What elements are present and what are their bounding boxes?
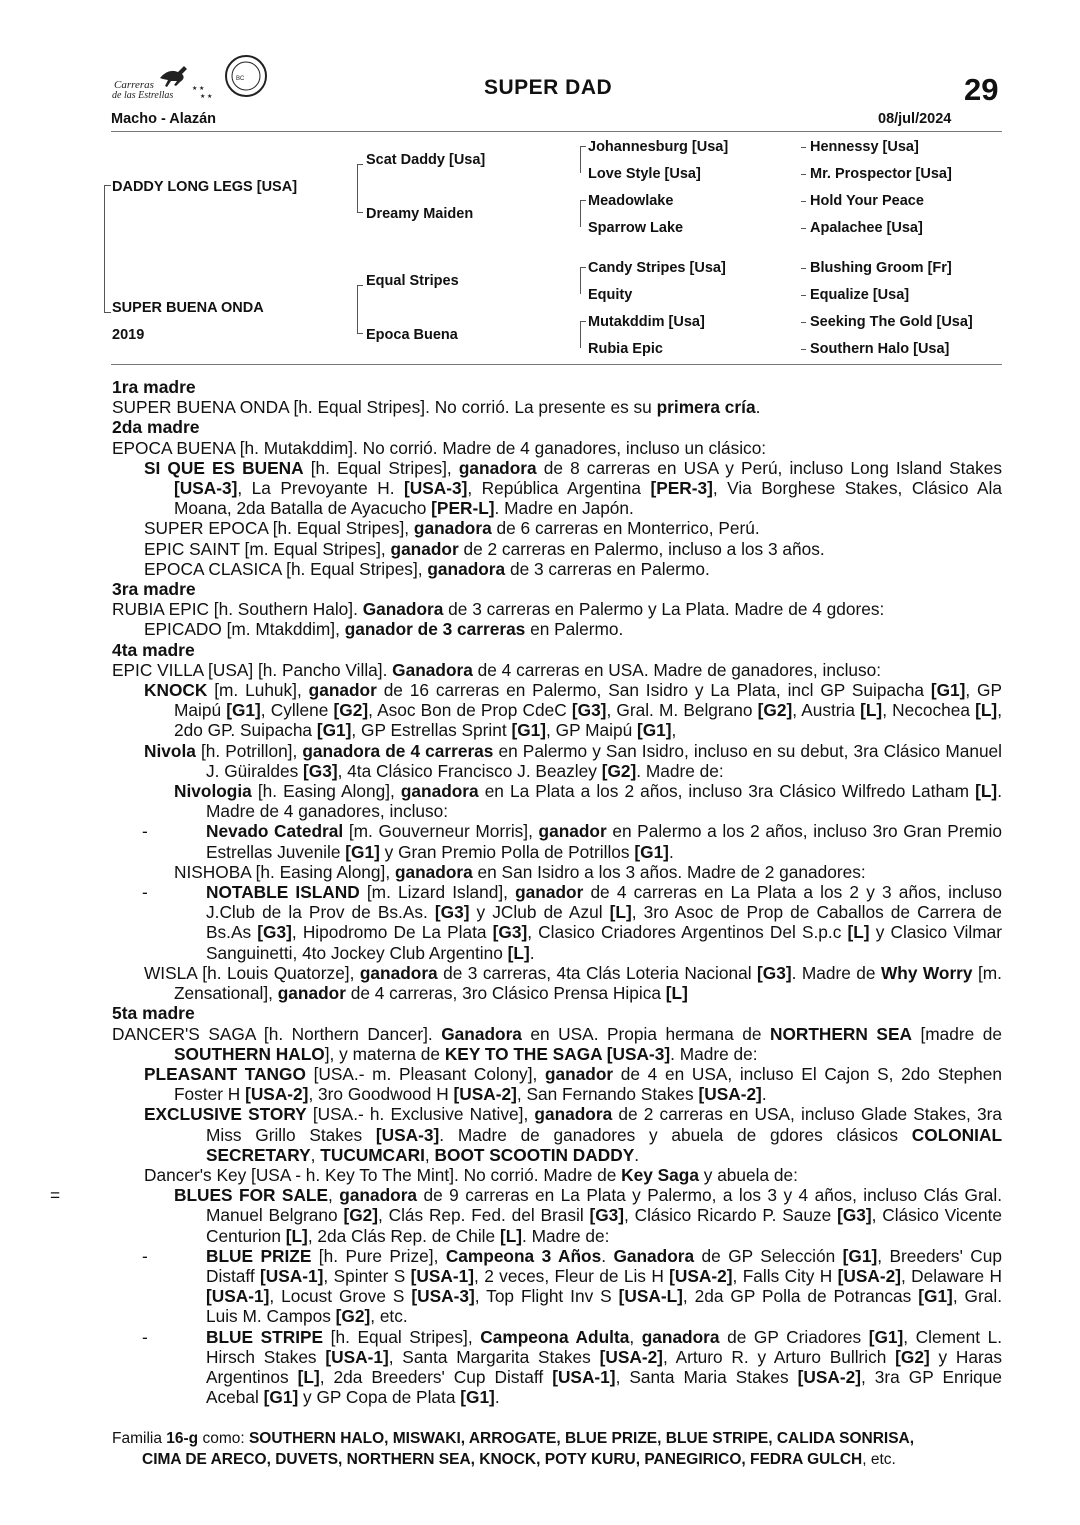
pedigree-gen3: Sparrow Lake [588, 220, 684, 236]
produce-entry: = BLUES FOR SALE, ganadora de 9 carreras en La Plata y Palermo, a los 3 y 4 años, incluso Clás Gral. Manuel Belgrano [G2], Clás Rep. Fed. del Brasil [G3], Clásico Ricardo P. Sauze [G3], Clásico Vicente Centurion [L], 2da Clás Rep. de Chile [L]. Madre de: [50, 1185, 1002, 1246]
pedigree-gen2: Dreamy Maiden [366, 206, 474, 222]
svg-text:★ ★: ★ ★ [200, 94, 213, 100]
pedigree-gen3: Rubia Epic [588, 341, 663, 357]
header-rule [111, 131, 1002, 132]
paragraph: DANCER'S SAGA [h. Northern Dancer]. Ganadora en USA. Propia hermana de NORTHERN SEA [madre de SOUTHERN HALO], y materna de KEY TO THE SAGA [USA-3]. Madre de: [112, 1023, 1002, 1064]
produce-entry: PLEASANT TANGO [USA.- m. Pleasant Colony], ganador de 4 en USA, incluso El Cajon S, 2do Stephen Foster H [USA-2], 3ro Goodwood H [USA-2], San Fernando Stakes [USA-2]. [144, 1063, 1002, 1105]
gen2-bracket [357, 311, 363, 334]
produce-entry: - BLUE STRIPE [h. Equal Stripes], Campeona Adulta, ganadora de GP Criadores [G1], Clement L. Hirsch Stakes [USA-1], Santa Margarita Stakes [USA-2], Arturo R. y Arturo Bullrich [G2] y Haras Argentinos [L], 2da Breeders' Cup Distaff [USA-1], Santa Maria Stakes [USA-2], 3ra GP Enrique Acebal [G1] y GP Copa de Plata [G1]. [142, 1326, 1003, 1408]
pedigree-sire: DADDY LONG LEGS [USA] [112, 179, 298, 195]
gen3-bracket [580, 267, 586, 294]
pedigree-gen2: Equal Stripes [366, 273, 459, 289]
gen4-dash [801, 228, 806, 229]
section-heading: 1ra madre [112, 377, 196, 397]
family-line: CIMA DE ARECO, DUVETS, NORTHERN SEA, KNOCK, POTY KURU, PANEGIRICO, FEDRA GULCH, etc. [142, 1451, 896, 1468]
pedigree-gen2: Epoca Buena [366, 327, 458, 343]
produce-entry: - Nevado Catedral [m. Gouverneur Morris], ganador en Palermo a los 2 años, incluso 3ro Gran Premio Estrellas Juvenile [G1] y Gran Premio Polla de Potrillos [G1]. [142, 821, 1002, 862]
pedigree-gen4: Apalachee [Usa] [810, 220, 923, 236]
gen4-dash [801, 295, 806, 296]
gen3-bracket [580, 146, 586, 173]
produce-entry: EXCLUSIVE STORY [USA.- h. Exclusive Native], ganadora de 2 carreras en USA, incluso Glade Stakes, 3ra Miss Grillo Stakes [USA-3]. Madre de ganadores y abuela de gdores clásicos COLONIAL SECRETARY, TUCUMCARI, BOOT SCOOTIN DADDY. [144, 1104, 1003, 1165]
produce-entry: KNOCK [m. Luhuk], ganador de 16 carreras en Palermo, San Isidro y La Plata, incl GP Suipacha [G1], GP Maipú [G1], Cyllene [G2], Asoc Bon de Prop CdeC [G3], Gral. M. Belgrano [G2], Austria [L], Necochea [L], 2do GP. Suipacha [G1], GP Estrellas Sprint [G1], GP Maipú [G1], [144, 680, 1003, 741]
gen4-dash [801, 201, 806, 202]
produce-entry: EPIC SAINT [m. Equal Stripes], ganador de 2 carreras en Palermo, incluso a los 3 años. [144, 538, 825, 559]
produce-entry: EPICADO [m. Mtakddim], ganador de 3 carreras en Palermo. [144, 619, 624, 640]
pedigree-rule [111, 364, 1002, 365]
gen4-dash [801, 349, 806, 350]
sex-color: Macho - Alazán [111, 111, 217, 127]
pedigree-gen4: Hennessy [Usa] [810, 139, 919, 155]
pedigree-gen3: Candy Stripes [Usa] [588, 260, 726, 276]
family-line: Familia 16-g como: SOUTHERN HALO, MISWAKI, ARROGATE, BLUE PRIZE, BLUE STRIPE, CALIDA SONRISA, [112, 1430, 915, 1447]
paragraph: EPOCA BUENA [h. Mutakddim]. No corrió. Madre de 4 ganadores, incluso un clásico: [112, 437, 767, 458]
pedigree-gen4: Southern Halo [Usa] [810, 341, 950, 357]
produce-entry: Nivologia [h. Easing Along], ganadora en La Plata a los 2 años, incluso 3ra Clásico Wilfredo Latham [L]. Madre de 4 ganadores, incluso: [174, 781, 1002, 822]
paragraph: RUBIA EPIC [h. Southern Halo]. Ganadora de 3 carreras en Palermo y La Plata. Madre de 4 gdores: [112, 599, 885, 620]
catalog-date: 08/jul/2024 [878, 111, 952, 127]
pedigree-gen3: Love Style [Usa] [588, 166, 701, 182]
pedigree-gen3: Meadowlake [588, 193, 674, 209]
paragraph: EPIC VILLA [USA] [h. Pancho Villa]. Ganadora de 4 carreras en USA. Madre de ganadores, incluso: [112, 659, 882, 680]
produce-entry: Dancer's Key [USA - h. Key To The Mint]. No corrió. Madre de Key Saga y abuela de: [144, 1164, 798, 1185]
pedigree-year: 2019 [112, 327, 145, 343]
gen2-bracket [357, 190, 363, 213]
section-heading: 2da madre [112, 417, 200, 438]
produce-entry: EPOCA CLASICA [h. Equal Stripes], ganadora de 3 carreras en Palermo. [144, 558, 710, 579]
pedigree-gen4: Blushing Groom [Fr] [810, 260, 952, 276]
pedigree-dam: SUPER BUENA ONDA [112, 300, 264, 316]
produce-entry: SI QUE ES BUENA [h. Equal Stripes], ganadora de 8 carreras en USA y Perú, incluso Long Island Stakes [USA-3], La Prevoyante H. [USA-3], República Argentina [PER-3], Via Borghese Stakes, Clásico Ala Moana, 2da Batalla de Ayacucho [PER-L]. Madre en Japón. [144, 457, 1002, 519]
page-number: 29 [964, 72, 999, 107]
produce-entry: WISLA [h. Louis Quatorze], ganadora de 3 carreras, 4ta Clás Loteria Nacional [G3]. Madre de Why Worry [m. Zensational], ganador de 4 carreras, 3ro Clásico Prensa Hipica [L] [144, 962, 1002, 1004]
section-heading: 5ta madre [112, 1003, 195, 1024]
horse-name: SUPER DAD [484, 76, 613, 99]
produce-entry: NISHOBA [h. Easing Along], ganadora en San Isidro a los 3 años. Madre de 2 ganadores: [174, 861, 866, 882]
paragraph: SUPER BUENA ONDA [h. Equal Stripes]. No corrió. La presente es su primera cría. [112, 397, 761, 418]
gen4-dash [801, 147, 806, 148]
svg-text:★ ★: ★ ★ [192, 86, 205, 92]
pedigree-gen2: Scat Daddy [Usa] [366, 152, 486, 168]
gen3-bracket [580, 200, 586, 227]
carreras-logo [112, 50, 272, 104]
pedigree-gen4: Hold Your Peace [810, 193, 924, 209]
produce-entry: Nivola [h. Potrillon], ganadora de 4 carreras en Palermo y San Isidro, incluso en su debut, 3ra Clásico Manuel J. Güiraldes [G3], 4ta Clásico Francisco J. Beazley [G2]. Madre de: [144, 740, 1003, 781]
dam-bracket [104, 250, 111, 313]
svg-text:BC: BC [236, 76, 245, 82]
gen4-dash [801, 268, 806, 269]
dam-line-text [50, 377, 1003, 1408]
svg-text:de las Estrellas: de las Estrellas [112, 90, 174, 101]
gen3-bracket [580, 321, 586, 348]
pedigree-gen3: Equity [588, 287, 633, 303]
svg-text:Carreras: Carreras [114, 79, 154, 91]
pedigree-gen3: Johannesburg [Usa] [588, 139, 729, 155]
family-footer [112, 1428, 1002, 1470]
pedigree-gen3: Mutakddim [Usa] [588, 314, 705, 330]
section-heading: 4ta madre [112, 639, 195, 660]
pedigree-gen4: Seeking The Gold [Usa] [810, 314, 973, 330]
produce-entry: - BLUE PRIZE [h. Pure Prize], Campeona 3 Años. Ganadora de GP Selección [G1], Breeders' Cup Distaff [USA-1], Spinter S [USA-1], 2 veces, Fleur de Lis H [USA-2], Falls City H [USA-2], Delaware H [USA-1], Locust Grove S [USA-3], Top Flight Inv S [USA-L], 2da GP Polla de Potrancas [G1], Gral. Luis M. Campos [G2], etc. [142, 1245, 1003, 1327]
produce-entry: SUPER EPOCA [h. Equal Stripes], ganadora de 6 carreras en Monterrico, Perú. [144, 518, 760, 539]
produce-entry: - NOTABLE ISLAND [m. Lizard Island], ganador de 4 carreras en La Plata a los 2 y 3 años, incluso J.Club de la Prov de Bs.As. [G3] y JClub de Azul [L], 3ro Asoc de Prop de Caballos de Carrera de Bs.As [G3], Hipodromo De La Plata [G3], Clasico Criadores Argentinos Del S.p.c [L] y Clasico Vilmar Sanguinetti, 4to Jockey Club Argentino [L]. [142, 882, 1003, 963]
gen4-dash [801, 174, 806, 175]
section-heading: 3ra madre [112, 579, 196, 600]
gen4-dash [801, 322, 806, 323]
pedigree-gen4: Mr. Prospector [Usa] [810, 166, 952, 182]
pedigree-gen4: Equalize [Usa] [810, 287, 910, 303]
